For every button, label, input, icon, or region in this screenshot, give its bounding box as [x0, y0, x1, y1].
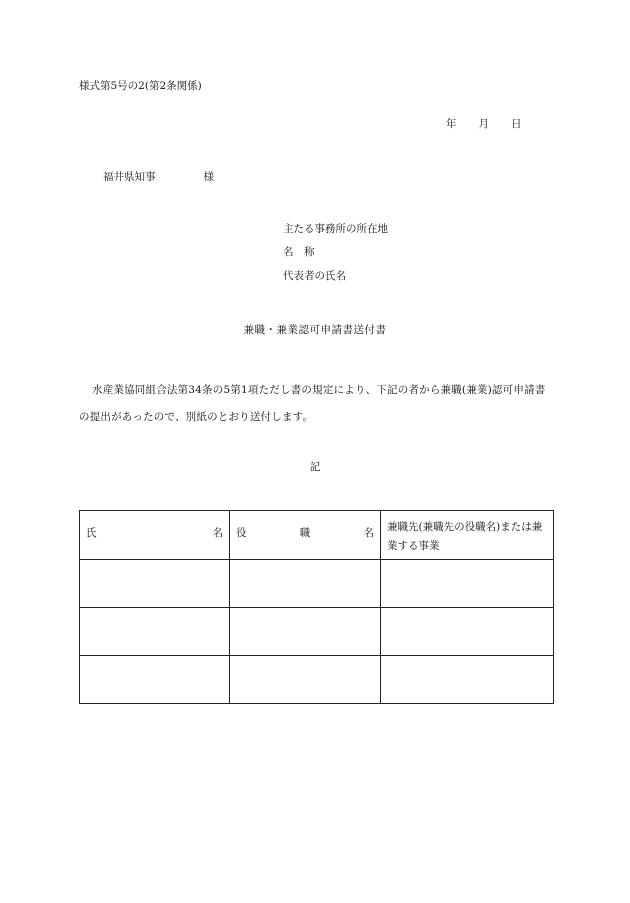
form-number: 様式第5号の2(第2条関係)	[79, 80, 202, 92]
table-row	[80, 608, 554, 656]
table-row	[80, 560, 554, 608]
body-paragraph: 水産業協同組合法第34条の5第1項ただし書の規定により、下記の者から兼職(兼業)認可申請書の提出があったので、別紙のとおり送付します。	[79, 384, 546, 423]
table-cell[interactable]	[230, 560, 381, 608]
header-position-right: 名	[363, 527, 374, 539]
table-cell[interactable]	[80, 608, 230, 656]
applicant-table	[79, 510, 554, 704]
table-header-row	[80, 511, 554, 560]
addressee	[103, 171, 214, 184]
document-title: 兼職・兼業認可申請書送付書	[243, 324, 387, 336]
table-row	[80, 656, 554, 704]
table-cell[interactable]	[381, 560, 554, 608]
table-cell[interactable]	[80, 656, 230, 704]
header-concurrent-cell	[381, 511, 554, 560]
addressee-name: 福井県知事	[103, 171, 156, 183]
table-cell[interactable]	[230, 656, 381, 704]
date-year-label: 年	[446, 118, 457, 130]
addressee-honorific: 様	[203, 171, 214, 183]
table-cell[interactable]	[80, 560, 230, 608]
sender-representative-label: 代表者の氏名	[283, 270, 346, 282]
date-month-label: 月	[478, 118, 489, 130]
sender-name-label: 名 称	[283, 246, 315, 258]
ki-heading: 記	[309, 461, 321, 473]
header-position-mid: 職	[299, 527, 311, 539]
date-day-label: 日	[511, 118, 522, 130]
header-position-left: 役	[236, 527, 247, 539]
header-name-left: 氏	[86, 527, 97, 539]
table-cell[interactable]	[230, 608, 381, 656]
header-name-cell	[80, 511, 230, 560]
header-position-cell	[230, 511, 381, 560]
header-concurrent-label: 兼職先(兼職先の役職名)または兼業する事業	[387, 521, 543, 552]
sender-address-label: 主たる事務所の所在地	[283, 223, 388, 235]
date-line	[446, 118, 522, 131]
table-cell[interactable]	[381, 608, 554, 656]
table-cell[interactable]	[381, 656, 554, 704]
header-name-right: 名	[212, 527, 223, 539]
